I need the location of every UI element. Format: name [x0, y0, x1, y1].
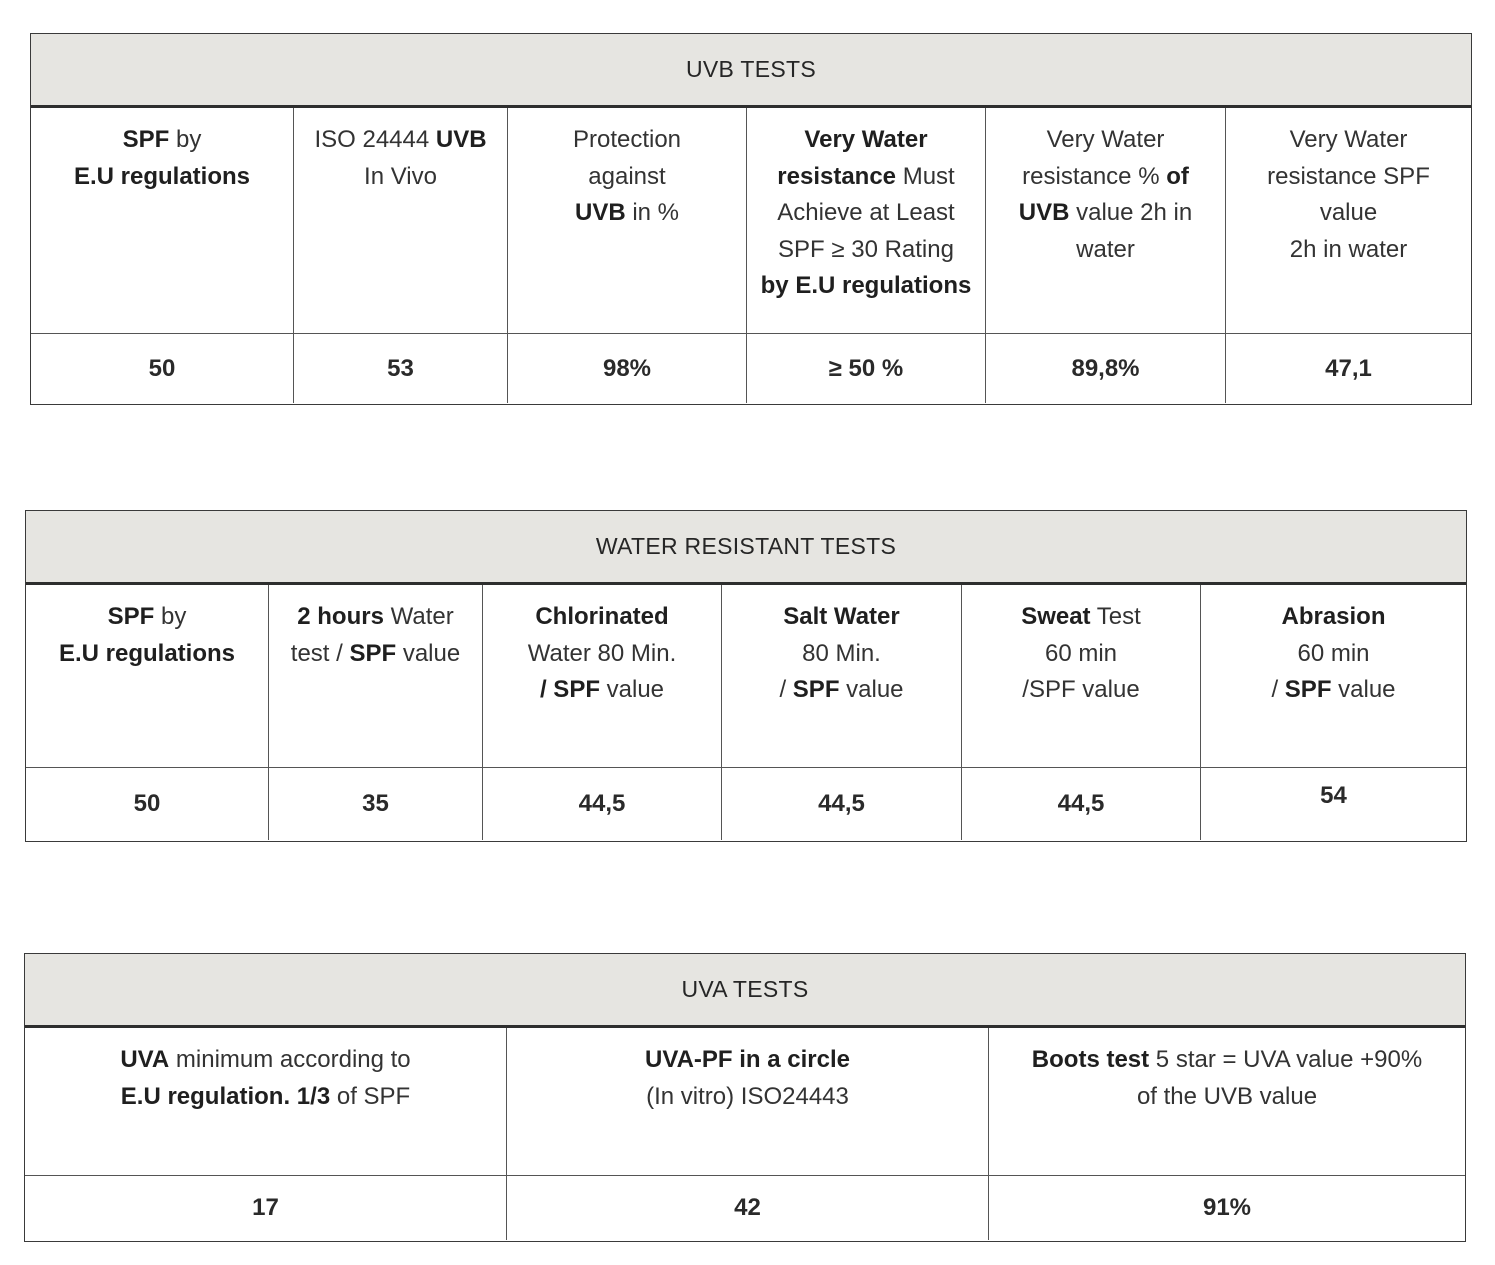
header-text: in %	[625, 199, 680, 226]
header-text: (In vitro) ISO24443	[646, 1082, 849, 1110]
uva-value-row	[25, 1176, 1465, 1240]
header-line	[508, 195, 746, 232]
header-line	[1201, 672, 1466, 709]
header-cell	[483, 585, 722, 767]
header-text-bold: / SPF	[539, 676, 600, 703]
header-line	[25, 1079, 506, 1116]
header-line	[294, 122, 507, 159]
header-cell	[508, 108, 747, 333]
uva-tests-title: UVA TESTS	[25, 954, 1465, 1028]
header-text-bold: SPF	[792, 676, 840, 703]
header-text-bold: UVB	[435, 126, 487, 153]
header-line	[986, 232, 1225, 269]
water-value-row	[26, 768, 1466, 840]
header-text-bold: UVB	[574, 199, 626, 226]
header-text: of the UVB value	[1136, 1082, 1318, 1110]
header-line	[962, 599, 1200, 636]
value-cell: 50	[31, 334, 294, 403]
header-text: resistance %	[1022, 162, 1167, 190]
header-line	[1226, 232, 1471, 269]
water-header-row	[26, 585, 1466, 768]
value-cell: 17	[25, 1176, 507, 1240]
header-text: ISO 24444	[314, 126, 436, 153]
header-cell	[722, 585, 962, 767]
header-text-bold: SPF	[107, 603, 155, 630]
header-line	[1226, 122, 1471, 159]
header-text: Water 80 Min.	[527, 639, 677, 667]
header-text: value	[599, 676, 665, 703]
header-text: value	[396, 639, 461, 667]
header-text: value	[1331, 676, 1396, 703]
header-line	[989, 1042, 1465, 1079]
header-line	[722, 636, 961, 673]
header-text: 5 star = UVA value +90%	[1149, 1046, 1423, 1073]
header-line	[1201, 636, 1466, 673]
header-line	[26, 636, 268, 673]
header-text-bold: SPF	[1284, 676, 1332, 703]
value-cell: 44,5	[962, 768, 1201, 840]
header-text: Protection	[572, 126, 682, 153]
value-cell: 42	[507, 1176, 989, 1240]
header-text-bold: UVA	[120, 1046, 170, 1073]
header-text-bold: Sweat	[1021, 603, 1091, 630]
header-line	[483, 672, 721, 709]
value-cell: 91%	[1202, 1194, 1252, 1221]
header-line	[722, 599, 961, 636]
header-line	[747, 232, 985, 269]
header-line	[483, 636, 721, 673]
header-text: Must	[896, 162, 955, 190]
uvb-tests-title: UVB TESTS	[31, 34, 1471, 108]
value-cell: 54	[1320, 782, 1347, 809]
header-cell	[1201, 585, 1466, 767]
header-line	[508, 159, 746, 196]
header-text-bold: 2 hours	[297, 603, 384, 630]
value-cell: 35	[269, 768, 483, 840]
header-text-bold: Chlorinated	[535, 603, 669, 630]
header-text: 2h in water	[1289, 235, 1408, 263]
header-text: In Vivo	[364, 162, 437, 190]
value-cell: 89,8%	[986, 334, 1226, 403]
header-line	[25, 1042, 506, 1079]
header-line	[294, 159, 507, 196]
header-line	[747, 268, 985, 305]
header-text: 80 Min.	[802, 639, 881, 667]
header-line	[269, 636, 482, 673]
header-cell	[986, 108, 1226, 333]
header-text: test /	[290, 639, 350, 667]
header-text: /	[779, 676, 793, 703]
header-text: value	[839, 676, 904, 703]
header-cell	[269, 585, 483, 767]
value-cell: ≥ 50 %	[747, 334, 986, 403]
header-line	[986, 122, 1225, 159]
header-line	[722, 672, 961, 709]
header-text: value 2h in	[1069, 199, 1193, 226]
header-cell	[1226, 108, 1471, 333]
header-text: /	[1271, 676, 1285, 703]
header-line	[962, 672, 1200, 709]
header-cell	[507, 1028, 989, 1175]
header-cell	[989, 1028, 1465, 1175]
header-text-bold: E.U regulations	[58, 639, 236, 667]
header-line	[26, 599, 268, 636]
header-text: against	[588, 162, 666, 190]
header-cell	[25, 1028, 507, 1175]
header-line	[508, 122, 746, 159]
header-text-bold: Salt Water	[783, 603, 900, 630]
header-line	[31, 122, 293, 159]
header-text-bold: SPF	[122, 126, 170, 153]
header-text: value	[1319, 199, 1378, 226]
value-cell: 44,5	[483, 768, 722, 840]
header-text: by	[169, 126, 202, 153]
header-text-bold: Abrasion	[1281, 603, 1386, 630]
header-line	[507, 1042, 988, 1079]
header-line	[747, 195, 985, 232]
header-cell	[962, 585, 1201, 767]
header-text: 60 min	[1297, 639, 1370, 667]
water-resistant-tests-title: WATER RESISTANT TESTS	[26, 511, 1466, 585]
header-line	[269, 599, 482, 636]
header-line	[747, 159, 985, 196]
header-cell	[31, 108, 294, 333]
value-cell: 47,1	[1325, 354, 1372, 382]
header-text-bold: SPF	[349, 639, 397, 667]
header-line	[989, 1079, 1465, 1116]
header-text: Test	[1090, 603, 1141, 630]
header-cell	[294, 108, 508, 333]
header-text-bold: Very Water	[804, 126, 928, 153]
uva-tests-table	[24, 953, 1466, 1242]
header-text: Very Water	[1046, 126, 1165, 153]
value-cell: 50	[26, 768, 269, 840]
header-text-bold: E.U regulation. 1/3	[120, 1082, 331, 1110]
header-text: 60 min	[1044, 639, 1118, 667]
uva-header-row	[25, 1028, 1465, 1176]
header-cell	[26, 585, 269, 767]
value-cell: 53	[294, 334, 508, 403]
header-line	[1226, 159, 1471, 196]
header-cell	[747, 108, 986, 333]
header-text: SPF ≥ 30 Rating	[778, 235, 954, 263]
header-text: /SPF value	[1022, 676, 1140, 703]
header-line	[507, 1079, 988, 1116]
header-text: Very Water	[1289, 126, 1408, 153]
header-text-bold: UVB	[1018, 199, 1070, 226]
header-line	[747, 122, 985, 159]
header-text-bold: E.U regulations	[73, 162, 251, 190]
header-line	[986, 159, 1225, 196]
value-cell: 44,5	[722, 768, 962, 840]
header-text: resistance SPF	[1267, 162, 1430, 190]
header-text: Achieve at Least	[777, 199, 955, 226]
value-cell: 98%	[508, 334, 747, 403]
header-text-bold: of	[1166, 162, 1189, 190]
header-line	[1201, 599, 1466, 636]
header-text-bold: Boots test	[1031, 1046, 1150, 1073]
header-line	[986, 195, 1225, 232]
header-line	[1226, 195, 1471, 232]
header-line	[31, 159, 293, 196]
uvb-tests-table	[30, 33, 1472, 405]
uvb-header-row	[31, 108, 1471, 334]
uvb-value-row	[31, 334, 1471, 403]
water-resistant-tests-table	[25, 510, 1467, 842]
header-text: by	[154, 603, 187, 630]
header-line	[483, 599, 721, 636]
header-text-bold: resistance	[777, 162, 897, 190]
header-text-bold: UVA-PF in a circle	[645, 1046, 850, 1073]
header-text: minimum according to	[169, 1046, 411, 1073]
header-text-bold: by E.U regulations	[760, 272, 972, 299]
header-line	[962, 636, 1200, 673]
header-text: Water	[383, 603, 454, 630]
header-text: of SPF	[330, 1082, 411, 1110]
header-text: water	[1076, 235, 1135, 263]
